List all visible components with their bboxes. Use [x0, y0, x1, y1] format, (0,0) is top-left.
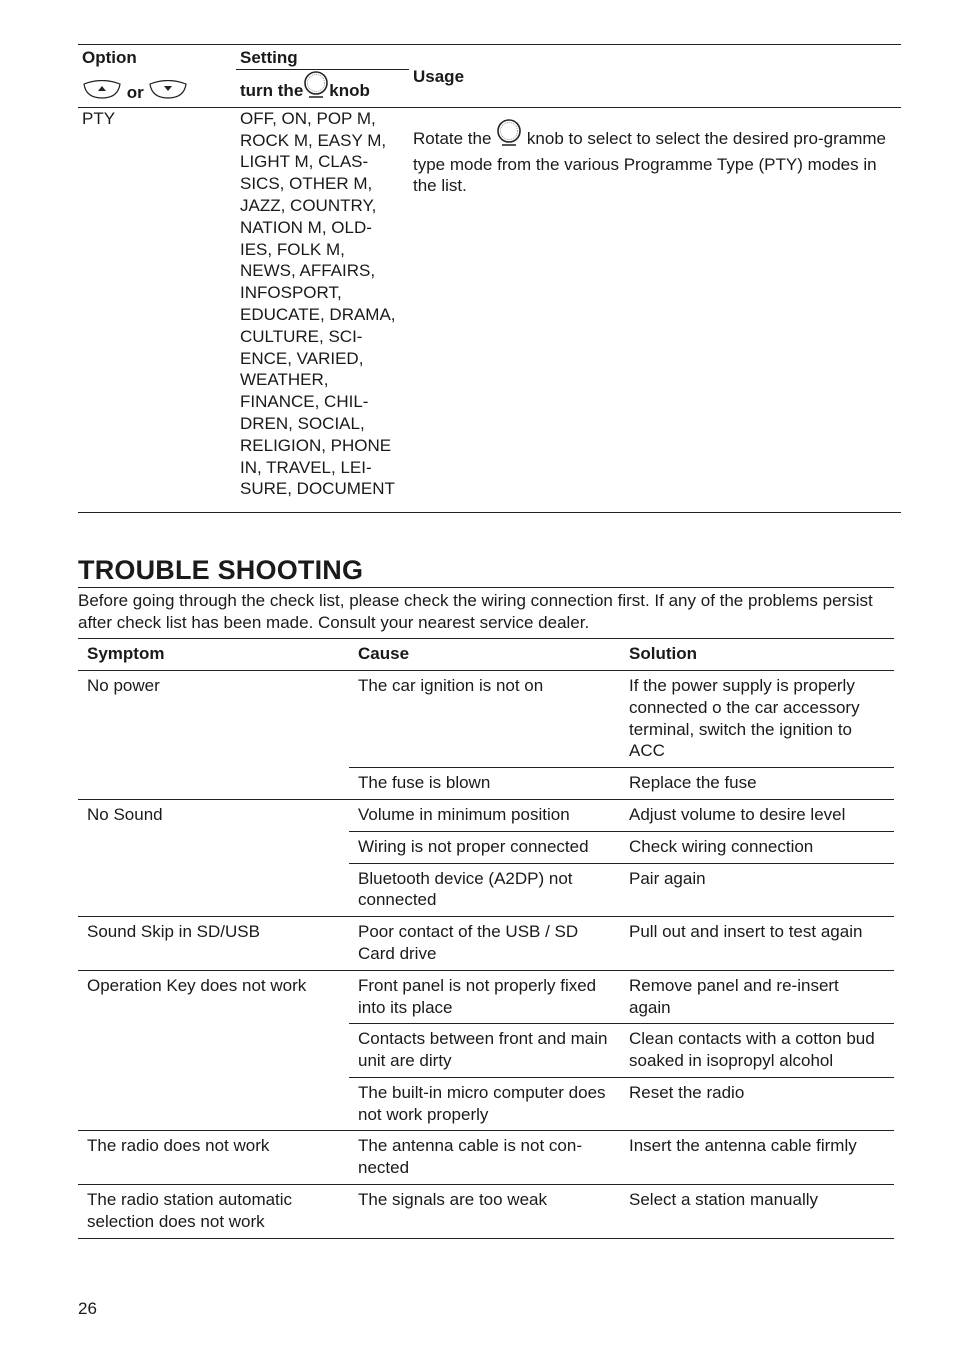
solution-cell: Pull out and insert to test again	[620, 917, 894, 971]
setting-line: FINANCE, CHIL-	[240, 392, 369, 412]
page-number: 26	[78, 1299, 97, 1318]
solution-cell: Clean contacts with a cotton bud soaked in isopropyl alcohol	[620, 1024, 894, 1078]
cause-cell: Volume in minimum position	[349, 799, 620, 831]
setting-line: JAZZ, COUNTRY,	[240, 195, 377, 215]
setting-line: IES, FOLK M,	[240, 239, 345, 259]
cause-cell: The built-in micro computer does not work properly	[349, 1077, 620, 1131]
setting-line: LIGHT M, CLAS-	[240, 152, 369, 172]
cause-cell: Wiring is not proper connected	[349, 831, 620, 863]
knob-icon	[303, 70, 329, 106]
cause-cell: Contacts between front and main unit are dirty	[349, 1024, 620, 1078]
table-row	[78, 917, 894, 971]
symptom-cell: Operation Key does not work	[78, 970, 349, 1131]
usage-after: knob to select to select the desired pro-gramme type mode from the various Programme Type (PTY) modes in the list.	[413, 128, 886, 196]
setting-line: NEWS, AFFAIRS,	[240, 261, 376, 281]
intro-paragraph: Before going through the check list, please check the wiring connection first. If any of the problems persist after check list has been made. Consult your nearest service dealer.	[78, 591, 873, 633]
manual-page	[78, 44, 901, 1239]
setting-line: DREN, SOCIAL,	[240, 413, 365, 433]
knob-label: knob	[329, 81, 370, 100]
setting-line: WEATHER,	[240, 370, 329, 390]
table-header-row	[78, 639, 894, 671]
cause-cell: The antenna cable is not con-nected	[349, 1131, 620, 1185]
cause-cell: Poor contact of the USB / SD Card drive	[349, 917, 620, 971]
turn-the-label: turn the	[240, 81, 304, 100]
setting-line: OFF, ON, POP M,	[240, 108, 376, 128]
down-button-icon	[148, 80, 188, 106]
setting-line: INFOSPORT,	[240, 283, 342, 303]
table-row	[78, 799, 894, 831]
cause-header: Cause	[349, 639, 620, 671]
turn-knob-cell	[236, 69, 409, 107]
solution-cell: Pair again	[620, 863, 894, 917]
option-value: PTY	[78, 107, 236, 512]
setting-line: RELIGION, PHONE	[240, 435, 392, 455]
cause-cell: Bluetooth device (A2DP) not connected	[349, 863, 620, 917]
setting-line: IN, TRAVEL, LEI-	[240, 457, 372, 477]
usage-text	[409, 107, 901, 512]
symptom-cell: No Sound	[78, 799, 349, 916]
setting-header: Setting	[236, 45, 409, 70]
section-title: TROUBLE SHOOTING	[78, 554, 894, 588]
usage-header: Usage	[409, 45, 901, 108]
setting-line: NATION M, OLD-	[240, 217, 372, 237]
cause-cell: Front panel is not properly fixed into its place	[349, 970, 620, 1024]
cause-cell: The signals are too weak	[349, 1185, 620, 1239]
usage-before: Rotate the	[413, 128, 492, 148]
cause-cell: The car ignition is not on	[349, 670, 620, 767]
symptom-header: Symptom	[78, 639, 349, 671]
table-row	[78, 970, 894, 1024]
setting-line: EDUCATE, DRAMA,	[240, 304, 396, 324]
button-icons-cell	[78, 69, 236, 107]
option-header: Option	[78, 45, 236, 70]
symptom-cell: The radio does not work	[78, 1131, 349, 1185]
setting-line: ENCE, VARIED,	[240, 348, 364, 368]
symptom-cell: The radio station automatic selection does not work	[78, 1185, 349, 1239]
table-row	[78, 1131, 894, 1185]
or-label: or	[126, 83, 144, 102]
solution-cell: Select a station manually	[620, 1185, 894, 1239]
symptom-cell: No power	[78, 670, 349, 799]
setting-line: SURE, DOCUMENT	[240, 479, 395, 499]
up-button-icon	[82, 80, 122, 106]
option-table	[78, 44, 901, 513]
troubleshooting-table	[78, 638, 894, 1239]
solution-cell: Insert the antenna cable firmly	[620, 1131, 894, 1185]
solution-cell: Adjust volume to desire level	[620, 799, 894, 831]
table-row	[78, 670, 894, 767]
symptom-cell: Sound Skip in SD/USB	[78, 917, 349, 971]
setting-line: CULTURE, SCI-	[240, 326, 363, 346]
setting-values	[236, 107, 409, 512]
solution-cell: Replace the fuse	[620, 768, 894, 800]
solution-header: Solution	[620, 639, 894, 671]
solution-cell: Remove panel and re-insert again	[620, 970, 894, 1024]
setting-line: ROCK M, EASY M,	[240, 130, 387, 150]
solution-cell: Reset the radio	[620, 1077, 894, 1131]
solution-cell: If the power supply is properly connected o the car accessory terminal, switch the ignition to ACC	[620, 670, 894, 767]
setting-line: SICS, OTHER M,	[240, 174, 373, 194]
solution-cell: Check wiring connection	[620, 831, 894, 863]
table-row	[78, 1185, 894, 1239]
cause-cell: The fuse is blown	[349, 768, 620, 800]
knob-icon	[496, 118, 522, 154]
